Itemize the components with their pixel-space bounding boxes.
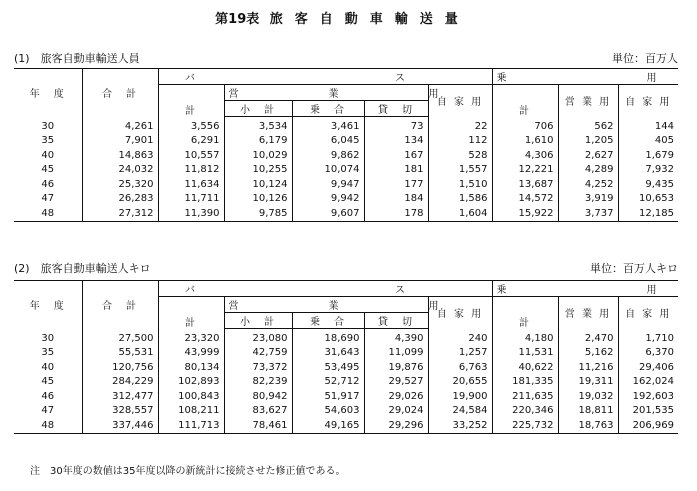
cell-total: 4,261 (82, 117, 158, 134)
cell-bus-total: 3,556 (158, 117, 224, 134)
cell-bus-kashikiri: 11,099 (364, 346, 428, 361)
cell-bus-jika: 24,584 (428, 404, 492, 419)
cell-joyo-total: 1,610 (492, 134, 558, 149)
cell-bus-kashikiri: 178 (364, 206, 428, 221)
cell-bus-shokei: 10,029 (224, 148, 292, 163)
cell-bus-shokei: 82,239 (224, 375, 292, 390)
cell-joyo-eigyo: 3,737 (558, 206, 618, 221)
header-noriai: 乗 合 (292, 313, 364, 329)
cell-bus-noriai: 49,165 (292, 418, 364, 433)
table-row (14, 329, 678, 346)
cell-total: 27,500 (82, 329, 158, 346)
cell-joyo-total: 211,635 (492, 389, 558, 404)
cell-bus-shokei: 9,785 (224, 206, 292, 221)
header-total: 合 計 (82, 281, 158, 329)
cell-joyo-jika: 144 (618, 117, 678, 134)
cell-total: 26,283 (82, 192, 158, 207)
cell-bus-jika: 240 (428, 329, 492, 346)
cell-bus-noriai: 6,045 (292, 134, 364, 149)
cell-joyo-eigyo: 4,252 (558, 177, 618, 192)
table-row (14, 389, 678, 404)
cell-year: 48 (14, 418, 82, 433)
header-joyo-total: 計 (492, 85, 558, 117)
cell-bus-noriai: 18,690 (292, 329, 364, 346)
table-title (0, 8, 685, 27)
cell-bus-kashikiri: 184 (364, 192, 428, 207)
cell-bus-shokei: 23,080 (224, 329, 292, 346)
cell-bus-kashikiri: 29,024 (364, 404, 428, 419)
table-row (14, 346, 678, 361)
table-row (14, 206, 678, 221)
cell-joyo-eigyo: 19,311 (558, 375, 618, 390)
cell-total: 27,312 (82, 206, 158, 221)
table-row (14, 177, 678, 192)
cell-bus-shokei: 3,534 (224, 117, 292, 134)
header-joyo-total: 計 (492, 297, 558, 329)
cell-joyo-total: 12,221 (492, 163, 558, 178)
cell-bus-jika: 1,604 (428, 206, 492, 221)
header-bus-jika: 自 家 用 (428, 85, 492, 117)
cell-joyo-eigyo: 19,032 (558, 389, 618, 404)
cell-bus-kashikiri: 29,296 (364, 418, 428, 433)
section1-title: (1) 旅客自動車輸送人員 (14, 52, 140, 65)
cell-year: 45 (41, 164, 55, 176)
cell-joyo-jika: 162,024 (618, 375, 678, 390)
cell-joyo-jika: 6,370 (618, 346, 678, 361)
section1-header (14, 50, 678, 66)
cell-bus-total: 100,843 (158, 389, 224, 404)
cell-bus-noriai: 54,603 (292, 404, 364, 419)
cell-joyo-eigyo: 1,205 (558, 134, 618, 149)
cell-year: 48 (14, 206, 82, 221)
cell-year: 35 (41, 135, 55, 147)
table-row (14, 148, 678, 163)
cell-joyo-jika: 10,653 (618, 192, 678, 207)
header-bus-eigyo: 営 業 用 (224, 85, 428, 101)
header-total: 合 計 (82, 69, 158, 117)
header-joyo-jika: 自 家 用 (618, 85, 678, 117)
cell-bus-shokei: 10,255 (224, 163, 292, 178)
cell-bus-kashikiri: 29,026 (364, 389, 428, 404)
cell-total: 328,557 (82, 404, 158, 419)
cell-year: 45 (41, 376, 55, 388)
cell-joyo-total: 40,622 (492, 360, 558, 375)
cell-year: 30 (41, 332, 55, 344)
section1-rows (14, 117, 678, 222)
cell-year: 35 (41, 347, 55, 359)
cell-bus-jika: 528 (428, 148, 492, 163)
cell-bus-shokei: 42,759 (224, 346, 292, 361)
table-row (14, 134, 678, 149)
header-joyo: 乗 用 (492, 281, 678, 297)
cell-bus-kashikiri: 181 (364, 163, 428, 178)
section1-unit: 単位：百万人 (612, 52, 678, 65)
cell-joyo-total: 11,531 (492, 346, 558, 361)
cell-bus-shokei: 73,372 (224, 360, 292, 375)
cell-joyo-total: 14,572 (492, 192, 558, 207)
cell-bus-total: 23,320 (158, 329, 224, 346)
cell-joyo-eigyo: 18,763 (558, 418, 618, 433)
cell-bus-kashikiri: 73 (364, 117, 428, 134)
header-year: 年 度 (14, 281, 82, 329)
cell-bus-total: 108,211 (158, 404, 224, 419)
cell-joyo-total: 220,346 (492, 404, 558, 419)
section2-header (14, 260, 678, 276)
cell-bus-jika: 6,763 (428, 360, 492, 375)
cell-joyo-eigyo: 11,216 (558, 360, 618, 375)
cell-bus-kashikiri: 134 (364, 134, 428, 149)
cell-bus-jika: 1,510 (428, 177, 492, 192)
cell-bus-jika: 1,586 (428, 192, 492, 207)
cell-joyo-eigyo: 2,627 (558, 148, 618, 163)
cell-bus-kashikiri: 19,876 (364, 360, 428, 375)
table-row (14, 163, 678, 178)
cell-total: 120,756 (82, 360, 158, 375)
cell-bus-total: 43,999 (158, 346, 224, 361)
cell-year: 46 (41, 178, 55, 190)
cell-joyo-eigyo: 18,811 (558, 404, 618, 419)
cell-joyo-total: 706 (492, 117, 558, 134)
header-bus: バ ス (158, 281, 492, 297)
cell-joyo-jika: 206,969 (618, 418, 678, 433)
cell-bus-noriai: 31,643 (292, 346, 364, 361)
cell-bus-total: 11,711 (158, 192, 224, 207)
cell-year: 40 (41, 149, 55, 161)
cell-bus-noriai: 52,712 (292, 375, 364, 390)
section2-title: (2) 旅客自動車輸送人キロ (14, 262, 151, 275)
header-kashikiri: 貸 切 (364, 101, 428, 117)
cell-bus-jika: 19,900 (428, 389, 492, 404)
cell-year: 46 (41, 390, 55, 402)
cell-joyo-total: 4,180 (492, 329, 558, 346)
cell-bus-total: 102,893 (158, 375, 224, 390)
cell-joyo-jika: 1,710 (618, 329, 678, 346)
cell-bus-total: 11,390 (158, 206, 224, 221)
section2-unit: 単位：百万人キロ (590, 262, 678, 275)
cell-year: 47 (41, 405, 55, 417)
cell-bus-shokei: 83,627 (224, 404, 292, 419)
cell-bus-total: 10,557 (158, 148, 224, 163)
cell-bus-kashikiri: 4,390 (364, 329, 428, 346)
cell-joyo-jika: 201,535 (618, 404, 678, 419)
header-bus-eigyo: 営 業 用 (224, 297, 428, 313)
table-row (14, 404, 678, 419)
cell-total: 24,032 (82, 163, 158, 178)
table-number: 第19表 (215, 12, 260, 27)
cell-joyo-total: 225,732 (492, 418, 558, 433)
table-row (14, 192, 678, 207)
cell-bus-noriai: 9,607 (292, 206, 364, 221)
cell-year: 40 (41, 361, 55, 373)
header-joyo-eigyo: 営 業 用 (558, 85, 618, 117)
cell-total: 7,901 (82, 134, 158, 149)
cell-bus-shokei: 10,126 (224, 192, 292, 207)
table-row (14, 375, 678, 390)
cell-joyo-eigyo: 5,162 (558, 346, 618, 361)
table-row (14, 117, 678, 134)
header-bus-total: 計 (158, 85, 224, 117)
cell-joyo-jika: 405 (618, 134, 678, 149)
cell-bus-total: 11,634 (158, 177, 224, 192)
cell-total: 337,446 (82, 418, 158, 433)
table-row (14, 360, 678, 375)
header-joyo: 乗 用 (492, 69, 678, 85)
cell-bus-total: 11,812 (158, 163, 224, 178)
cell-bus-noriai: 9,862 (292, 148, 364, 163)
section2-table (14, 280, 697, 434)
section1-table (14, 68, 697, 222)
header-joyo-jika: 自 家 用 (618, 297, 678, 329)
cell-total: 312,477 (82, 389, 158, 404)
cell-joyo-jika: 1,679 (618, 148, 678, 163)
cell-bus-noriai: 53,495 (292, 360, 364, 375)
cell-joyo-jika: 9,435 (618, 177, 678, 192)
cell-bus-kashikiri: 29,527 (364, 375, 428, 390)
cell-bus-noriai: 51,917 (292, 389, 364, 404)
cell-joyo-total: 181,335 (492, 375, 558, 390)
cell-joyo-eigyo: 4,289 (558, 163, 618, 178)
cell-bus-jika: 1,257 (428, 346, 492, 361)
cell-bus-kashikiri: 177 (364, 177, 428, 192)
cell-bus-total: 6,291 (158, 134, 224, 149)
cell-bus-jika: 112 (428, 134, 492, 149)
cell-bus-jika: 20,655 (428, 375, 492, 390)
cell-bus-shokei: 10,124 (224, 177, 292, 192)
cell-joyo-jika: 7,932 (618, 163, 678, 178)
cell-bus-total: 111,713 (158, 418, 224, 433)
cell-bus-shokei: 80,942 (224, 389, 292, 404)
cell-joyo-jika: 12,185 (618, 206, 678, 221)
cell-year: 47 (41, 193, 55, 205)
cell-joyo-total: 13,687 (492, 177, 558, 192)
cell-bus-jika: 1,557 (428, 163, 492, 178)
cell-joyo-eigyo: 2,470 (558, 329, 618, 346)
table-row (14, 418, 678, 433)
cell-joyo-total: 15,922 (492, 206, 558, 221)
header-shokei: 小 計 (224, 101, 292, 117)
cell-joyo-total: 4,306 (492, 148, 558, 163)
header-shokei: 小 計 (224, 313, 292, 329)
header-bus: バ ス (158, 69, 492, 85)
cell-total: 284,229 (82, 375, 158, 390)
header-bus-total: 計 (158, 297, 224, 329)
cell-bus-jika: 33,252 (428, 418, 492, 433)
cell-joyo-eigyo: 562 (558, 117, 618, 134)
header-year: 年 度 (14, 69, 82, 117)
cell-bus-noriai: 9,947 (292, 177, 364, 192)
header-bus-jika: 自 家 用 (428, 297, 492, 329)
cell-total: 14,863 (82, 148, 158, 163)
cell-bus-shokei: 6,179 (224, 134, 292, 149)
cell-total: 55,531 (82, 346, 158, 361)
section2-rows (14, 329, 678, 434)
header-kashikiri: 貸 切 (364, 313, 428, 329)
cell-year: 30 (41, 120, 55, 132)
header-noriai: 乗 合 (292, 101, 364, 117)
cell-bus-total: 80,134 (158, 360, 224, 375)
table-name: 旅客自動車輸送量 (269, 12, 470, 27)
cell-joyo-jika: 29,406 (618, 360, 678, 375)
cell-bus-shokei: 78,461 (224, 418, 292, 433)
footnote: 注 30年度の数値は35年度以降の新統計に接続させた修正値である。 (30, 466, 346, 477)
cell-joyo-jika: 192,603 (618, 389, 678, 404)
cell-bus-noriai: 9,942 (292, 192, 364, 207)
cell-total: 25,320 (82, 177, 158, 192)
cell-bus-jika: 22 (428, 117, 492, 134)
cell-bus-kashikiri: 167 (364, 148, 428, 163)
header-joyo-eigyo: 営 業 用 (558, 297, 618, 329)
cell-joyo-eigyo: 3,919 (558, 192, 618, 207)
cell-bus-noriai: 10,074 (292, 163, 364, 178)
cell-bus-noriai: 3,461 (292, 117, 364, 134)
